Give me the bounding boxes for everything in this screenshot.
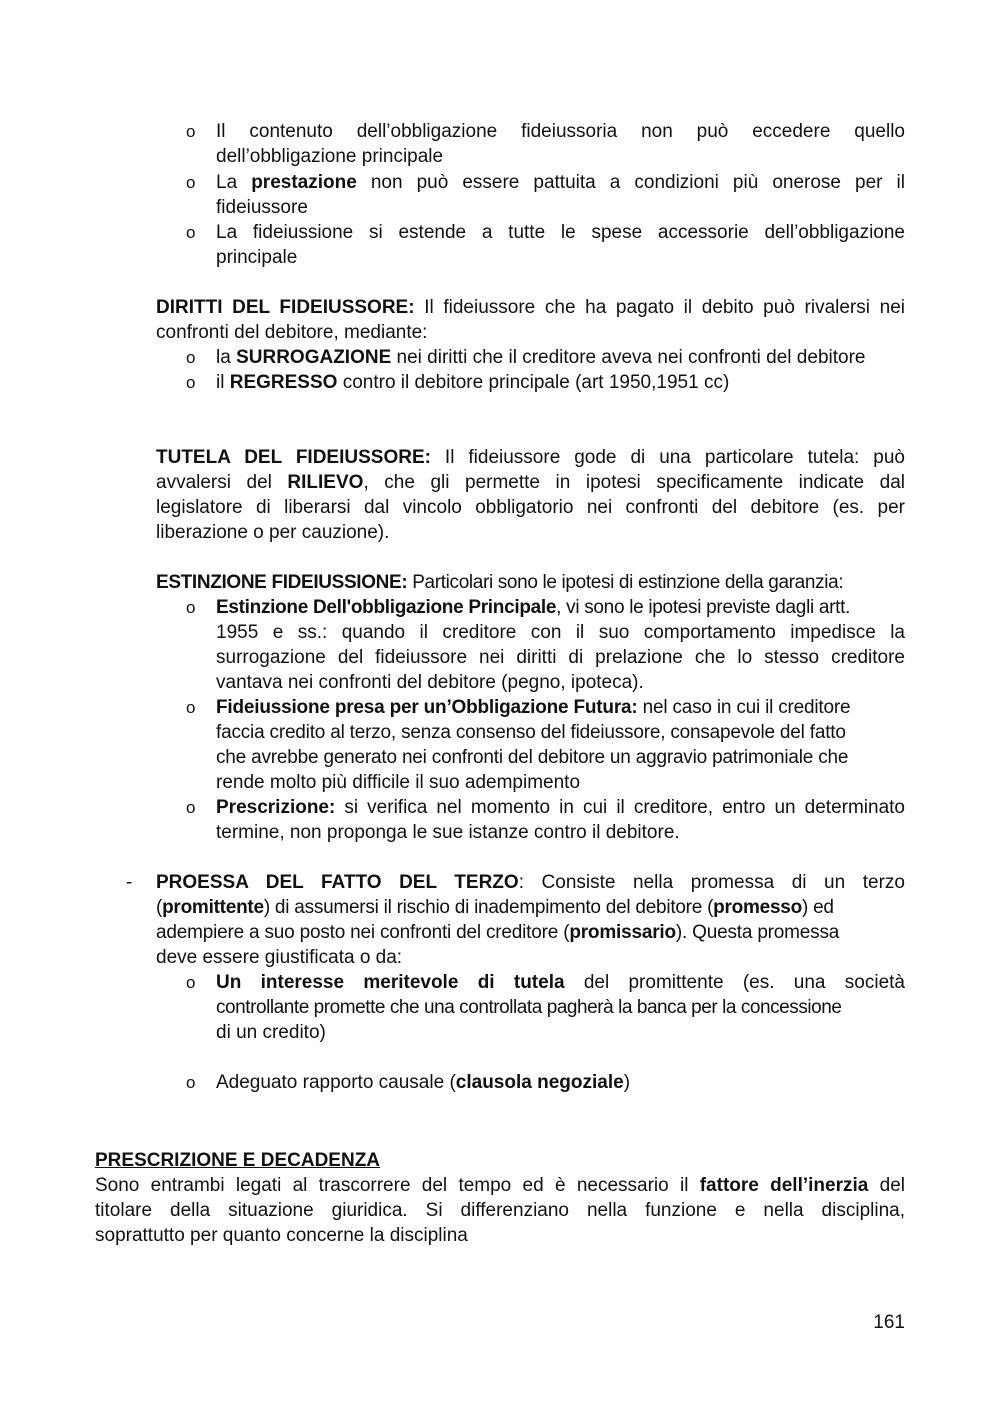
text-line: adempiere a suo posto nei confronti del creditore (promissario). Questa promessa [156, 922, 840, 943]
bold-term: promissario [569, 922, 676, 943]
section-title: PRESCRIZIONE E DECADENZA [95, 1150, 381, 1171]
text-line: Prescrizione: si verifica nel momento in cui il creditore, entro un determinato [216, 797, 905, 818]
bullet-marker: o [186, 973, 196, 992]
bullet-marker: o [186, 798, 196, 817]
text-line: Estinzione Dell'obbligazione Principale, vi sono le ipotesi previste dagli artt. [216, 597, 851, 618]
text-line: deve essere giustificata o da: [156, 947, 403, 968]
promessa-heading-line: PROESSA DEL FATTO DEL TERZO: Consiste nella promessa di un terzo [156, 872, 905, 893]
diritti-heading-line: DIRITTI DEL FIDEIUSSORE: Il fideiussore che ha pagato il debito può rivalersi nei [156, 297, 905, 318]
tutela-heading-line: TUTELA DEL FIDEIUSSORE: Il fideiussore gode di una particolare tutela: può [156, 447, 905, 468]
section-heading: ESTINZIONE FIDEIUSSIONE: [156, 572, 408, 593]
text-line: fideiussore [216, 197, 308, 218]
section-heading: DIRITTI DEL FIDEIUSSORE: [156, 297, 415, 318]
bold-term: Prescrizione: [216, 797, 336, 818]
text-line: soprattutto per quanto concerne la disciplina [95, 1225, 468, 1246]
text-line: di un credito) [216, 1022, 326, 1043]
bold-term: prestazione [251, 172, 357, 193]
text-line: faccia credito al terzo, senza consenso del fideiussore, consapevole del fatto [216, 722, 846, 743]
text-line: Adeguato rapporto causale (clausola negoziale) [216, 1072, 631, 1093]
text-line: vantava nei confronti del debitore (pegno, ipoteca). [216, 672, 644, 693]
bullet-marker: o [186, 173, 196, 192]
bold-term: SURROGAZIONE [236, 347, 392, 368]
bold-term: clausola negoziale [455, 1072, 624, 1093]
bold-term: Un interesse meritevole di tutela [216, 972, 565, 993]
text-line: Un interesse meritevole di tutela del promittente (es. una società [216, 972, 905, 993]
section-heading: TUTELA DEL FIDEIUSSORE: [156, 447, 431, 468]
bullet-marker: o [186, 122, 196, 141]
bold-term: fattore dell’inerzia [699, 1175, 869, 1196]
bold-term: Fideiussione presa per un’Obbligazione Futura: [216, 697, 638, 718]
text-line: Fideiussione presa per un’Obbligazione Futura: nel caso in cui il creditore [216, 697, 851, 718]
text-line: La fideiussione si estende a tutte le spese accessorie dell’obbligazione [216, 222, 905, 243]
text-line: avvalersi del RILIEVO, che gli permette in ipotesi specificamente indicate dal [156, 472, 905, 493]
bullet-marker: o [186, 598, 196, 617]
text-line: titolare della situazione giuridica. Si differenziano nella funzione e nella disciplina, [95, 1200, 905, 1221]
text-line: dell’obbligazione principale [216, 146, 444, 167]
text-line: il REGRESSO contro il debitore principale (art 1950,1951 cc) [216, 372, 730, 393]
text-line: che avrebbe generato nei confronti del debitore un aggravio patrimoniale che [216, 747, 849, 768]
estinzione-heading-line: ESTINZIONE FIDEIUSSIONE: Particolari sono le ipotesi di estinzione della garanzia: [156, 572, 844, 593]
text-line: legislatore di liberarsi dal vincolo obbligatorio nei confronti del debitore (es. per [156, 497, 905, 518]
dash-marker: - [126, 872, 133, 893]
bullet-marker: o [186, 373, 196, 392]
bold-term: RILIEVO [287, 472, 364, 493]
text-line: principale [216, 247, 298, 268]
text-line: rende molto più difficile il suo adempimento [216, 772, 581, 793]
bullet-marker: o [186, 223, 196, 242]
text-line: 1955 e ss.: quando il creditore con il suo comportamento impedisce la [216, 622, 905, 643]
text-line: (promittente) di assumersi il rischio di inadempimento del debitore (promesso) ed [156, 897, 834, 918]
text-line: termine, non proponga le sue istanze contro il debitore. [216, 822, 680, 843]
section-heading: PROESSA DEL FATTO DEL TERZO [156, 872, 519, 893]
bold-term: promittente [162, 897, 264, 918]
text-line: confronti del debitore, mediante: [156, 322, 428, 343]
text-line: La prestazione non può essere pattuita a condizioni più onerose per il [216, 172, 905, 193]
bullet-marker: o [186, 1073, 196, 1092]
bold-term: promesso [713, 897, 802, 918]
bold-term: REGRESSO [229, 372, 338, 393]
text-line: controllante promette che una controllata pagherà la banca per la concessione [216, 997, 842, 1018]
bullet-marker: o [186, 348, 196, 367]
bullet-marker: o [186, 698, 196, 717]
text-line: la SURROGAZIONE nei diritti che il creditore aveva nei confronti del debitore [216, 347, 866, 368]
page-number: 161 [873, 1312, 905, 1333]
text-line: Il contenuto dell’obbligazione fideiussoria non può eccedere quello [216, 121, 905, 142]
text-line: liberazione o per cauzione). [156, 522, 390, 543]
text-line: surrogazione del fideiussore nei diritti di prelazione che lo stesso creditore [216, 647, 905, 668]
bold-term: Estinzione Dell'obbligazione Principale [216, 597, 557, 618]
text-line: Sono entrambi legati al trascorrere del tempo ed è necessario il fattore dell’inerzia del [95, 1175, 905, 1196]
